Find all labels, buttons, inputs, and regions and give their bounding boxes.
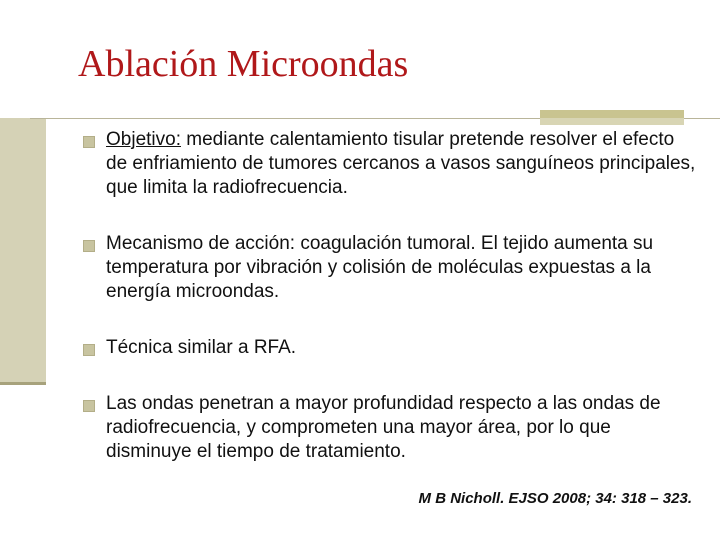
- square-bullet-icon: [83, 136, 95, 148]
- bullet-tecnica: [80, 336, 700, 360]
- accent-block: [540, 110, 684, 118]
- bullet-text: Técnica similar a RFA.: [106, 337, 297, 358]
- bullet-objetivo: [80, 128, 700, 200]
- bullet-text: Las ondas penetran a mayor profundidad respecto a las ondas de radiofrecuencia, y comprometen una mayor área, por lo que disminuye el tiempo de tratamiento.: [106, 393, 661, 462]
- bullet-text: Mecanismo de acción: coagulación tumoral. El tejido aumenta su temperatura por vibración y colisión de moléculas expuestas a la energía microondas.: [106, 233, 654, 302]
- bullet-lead-label: Objetivo:: [106, 129, 181, 150]
- slide-title: Ablación Microondas: [78, 43, 409, 85]
- citation: M B Nicholl. EJSO 2008; 34: 318 – 323.: [418, 490, 692, 507]
- accent-block-lower: [540, 118, 684, 125]
- bullet-ondas: [80, 392, 700, 464]
- bullet-mecanismo: [80, 232, 700, 304]
- left-decorative-bar: [0, 118, 46, 385]
- bullet-list: [80, 128, 700, 464]
- square-bullet-icon: [83, 400, 95, 412]
- bullet-text: mediante calentamiento tisular pretende resolver el efecto de enfriamiento de tumores cercanos a vasos sanguíneos principales, que limita la radiofrecuencia.: [106, 129, 696, 198]
- square-bullet-icon: [83, 344, 95, 356]
- square-bullet-icon: [83, 240, 95, 252]
